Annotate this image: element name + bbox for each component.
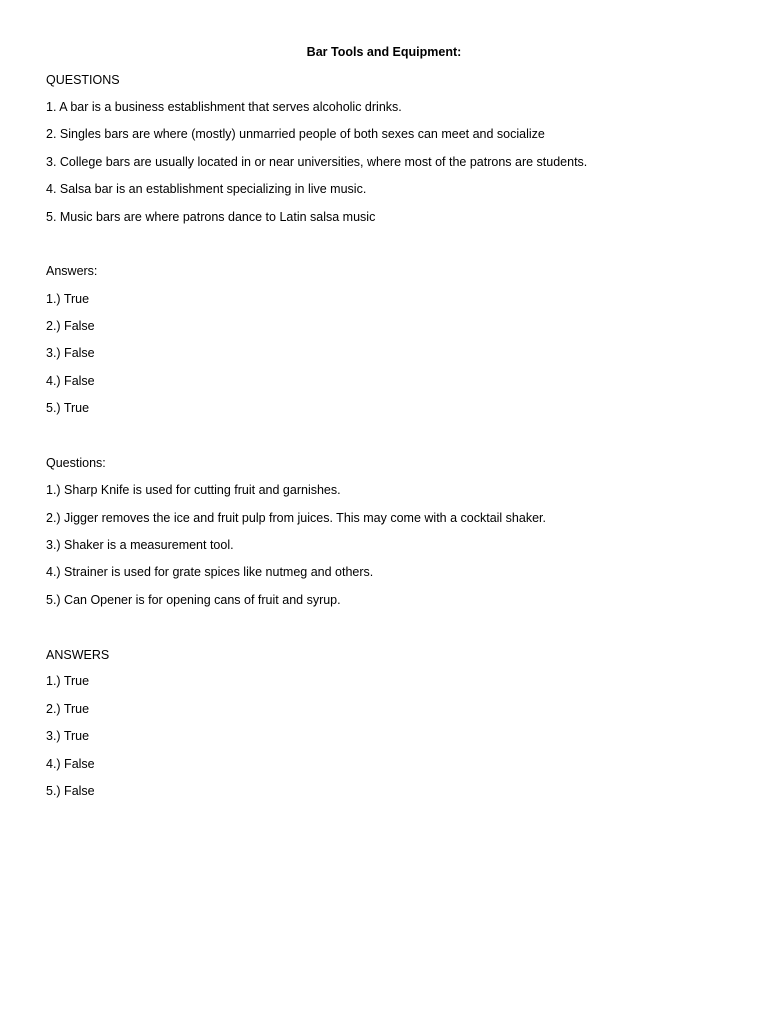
answer-item: 3.) True	[46, 729, 90, 743]
answer-item: 5.) False	[46, 784, 95, 798]
answer-item: 2.) False	[46, 319, 95, 333]
question-item: 2.) Jigger removes the ice and fruit pulp from juices. This may come with a cocktail shaker.	[46, 511, 546, 525]
answer-item: 1.) True	[46, 674, 90, 688]
question-item: 4. Salsa bar is an establishment specializing in live music.	[46, 182, 367, 196]
document-title: Bar Tools and Equipment:	[306, 45, 462, 59]
question-item: 2. Singles bars are where (mostly) unmarried people of both sexes can meet and socialize	[46, 127, 545, 141]
section-heading-answers: ANSWERS	[46, 648, 110, 662]
question-item: 1. A bar is a business establishment that serves alcoholic drinks.	[46, 100, 402, 114]
answer-item: 4.) False	[46, 757, 95, 771]
question-item: 4.) Strainer is used for grate spices like nutmeg and others.	[46, 565, 374, 579]
section-heading-questions: Questions:	[46, 456, 106, 470]
question-item: 3.) Shaker is a measurement tool.	[46, 538, 234, 552]
question-item: 5.) Can Opener is for opening cans of fruit and syrup.	[46, 593, 341, 607]
answer-item: 4.) False	[46, 374, 95, 388]
section-heading-questions: QUESTIONS	[46, 73, 120, 87]
answer-item: 2.) True	[46, 702, 90, 716]
answer-item: 5.) True	[46, 401, 90, 415]
question-item: 5. Music bars are where patrons dance to Latin salsa music	[46, 210, 376, 224]
question-item: 1.) Sharp Knife is used for cutting fruit and garnishes.	[46, 483, 341, 497]
section-heading-answers: Answers:	[46, 264, 98, 278]
answer-item: 3.) False	[46, 346, 95, 360]
question-item: 3. College bars are usually located in or near universities, where most of the patrons are students.	[46, 155, 588, 169]
answer-item: 1.) True	[46, 292, 90, 306]
